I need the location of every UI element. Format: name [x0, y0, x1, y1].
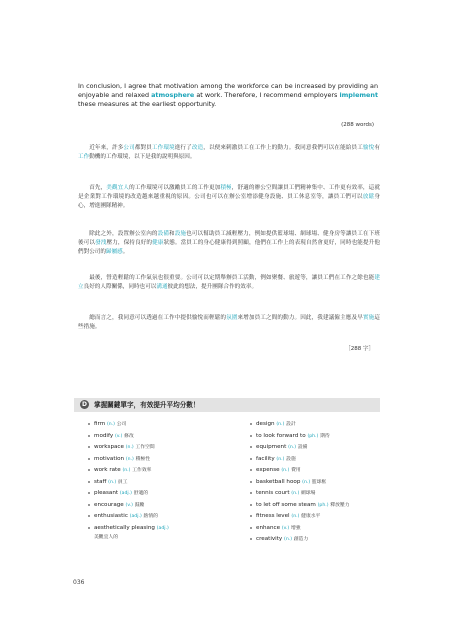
vocab-pos: (n.): [122, 468, 131, 473]
vocab-item: [250, 511, 390, 523]
zh-highlight: 改造: [191, 145, 204, 151]
zh-highlight: 氛圍: [226, 315, 238, 321]
vocab-pos: (v.): [281, 525, 290, 531]
vocab-list-right: [250, 419, 390, 546]
vocab-meaning: 增強: [291, 525, 301, 531]
english-highlight: implement: [339, 91, 378, 100]
vocab-item: [88, 431, 228, 443]
zh-highlight: 實施: [362, 315, 375, 321]
vocab-meaning: 網球場: [301, 491, 316, 496]
vocab-pos: (n.): [108, 479, 117, 485]
zh-highlight: 美觀宜人: [106, 185, 130, 191]
zh-text: 這些措施。: [78, 315, 380, 330]
zh-highlight: 工作: [78, 154, 90, 160]
vocab-word: pleasant: [94, 490, 119, 496]
vocab-meaning: 積極性: [135, 456, 151, 462]
english-text: at work. Therefore, I recommend employers: [194, 91, 340, 100]
vocab-meaning: 費用: [291, 468, 301, 473]
vocab-word: firm: [94, 421, 106, 427]
vocab-pos: (n.): [276, 422, 285, 427]
chinese-paragraph-2: [78, 184, 380, 211]
vocab-word: to look forward to: [256, 432, 306, 439]
zh-text: 和: [169, 231, 175, 237]
zh-highlight: 公司: [123, 145, 135, 151]
english-text: In conclusion, I agree that motivation among the workforce can be increased by providing an enjoyable and relaxed: [78, 82, 378, 100]
vocab-item: [250, 477, 390, 489]
vocab-meaning: 工作效率: [132, 468, 152, 473]
zh-highlight: 健康: [152, 240, 164, 246]
zh-text: 總而言之，我同意可以透過在工作中提供愉悅而輕鬆的: [89, 315, 227, 321]
section-badge-icon: D: [80, 400, 89, 409]
vocab-meaning: 創造力: [293, 537, 309, 542]
vocab-item: [88, 454, 228, 466]
zh-text: 良好的人際關係，同時也可以: [83, 284, 157, 290]
vocab-meaning: 設施: [286, 456, 296, 462]
zh-text: 。: [122, 249, 129, 255]
vocab-meaning: 鼓勵: [134, 502, 145, 508]
vocab-meaning: 釋放壓力: [330, 502, 350, 508]
vocab-pos: (ph.): [317, 502, 329, 508]
zh-highlight: 設備: [157, 231, 170, 237]
vocab-word: fitness level: [256, 513, 290, 519]
vocab-word: expense: [256, 467, 280, 473]
zh-text: 的工作環境可以激勵員工的工作更加: [129, 185, 221, 191]
vocab-pos: (n.): [288, 445, 297, 450]
zh-text: ，舒適的辦公空間讓員工們精神集中、工作更有效率，這就是企業對工作環境的改造越來越重視的原因。公司也可以在辦公室增添健身設施、員工休息室等，讓員工們可以: [78, 185, 380, 200]
vocab-meaning: 期待: [320, 433, 330, 439]
zh-text: 壓力，保持良好的: [106, 240, 153, 246]
vocab-item: [250, 488, 390, 500]
zh-highlight: 愉悅: [362, 145, 375, 151]
vocab-item: [88, 419, 228, 431]
vocab-pos: (v.): [114, 433, 123, 439]
vocab-item: [250, 523, 390, 535]
vocab-item: [88, 511, 228, 523]
vocab-pos: (n.): [302, 479, 311, 485]
vocab-meaning: 員工: [117, 479, 128, 485]
zh-text: 除此之外，設置辦公室內的: [89, 231, 158, 237]
vocab-section-title: 掌握關鍵單字，有效提升平均分數！: [94, 401, 200, 409]
vocab-meaning: 美觀宜人的: [94, 535, 118, 540]
vocab-meaning: 公司: [116, 422, 127, 427]
english-text: these measures at the earliest opportunity.: [78, 100, 217, 109]
chinese-paragraph-3: [78, 230, 380, 257]
vocab-pos: (n.): [281, 468, 290, 473]
vocab-word: workspace: [94, 444, 124, 450]
zh-highlight: 發洩: [95, 240, 107, 246]
vocab-list-left: [88, 419, 228, 541]
vocab-word: to let off some steam: [256, 501, 316, 508]
vocab-word: basketball hoop: [256, 478, 301, 485]
vocab-pos: (n.): [291, 514, 300, 519]
zh-highlight: 設施: [174, 231, 187, 237]
vocab-word: motivation: [94, 455, 125, 462]
vocab-meaning: 設備: [297, 445, 308, 450]
english-conclusion: [78, 82, 378, 110]
zh-text: 都對員: [134, 145, 152, 151]
vocab-item: [88, 488, 228, 500]
vocab-pos: (n.): [125, 456, 134, 462]
vocab-word: enhance: [256, 524, 281, 531]
english-highlight: atmosphere: [151, 91, 195, 100]
vocab-item: [88, 477, 228, 489]
chinese-word-count: ［288 字］: [345, 346, 374, 352]
vocab-word: design: [256, 421, 275, 427]
vocab-word: aesthetically pleasing: [94, 524, 155, 531]
vocab-meaning: 舒適的: [133, 491, 149, 496]
zh-text: 最後，營造輕鬆的工作氣氛也很重要。公司可以定期舉辦員工活動，例如聚餐、旅遊等，讓員工們在工作之餘也能: [89, 275, 375, 281]
vocab-pos: (adj.): [156, 525, 169, 531]
zh-text: 進行了: [174, 145, 192, 151]
vocab-word: creativity: [256, 536, 283, 542]
zh-text: 近年來，許多: [89, 145, 124, 151]
chinese-paragraph-4: [78, 274, 380, 292]
vocab-item: [88, 465, 228, 477]
chinese-paragraph-5: [78, 314, 380, 332]
zh-highlight: 工作環境: [151, 145, 175, 151]
vocab-meaning: 籃球框: [311, 479, 327, 485]
vocab-meaning: 熱情的: [143, 514, 158, 519]
vocab-word: modify: [94, 432, 114, 439]
vocab-pos: (n.): [291, 491, 300, 496]
zh-highlight: 積極: [220, 185, 232, 191]
zh-text: 身心，增進團隊精神。: [78, 194, 380, 209]
chinese-paragraph-1: [78, 144, 380, 162]
vocab-pos: (n.): [284, 537, 292, 542]
vocab-pos: (adj.): [119, 491, 132, 496]
vocab-word: work rate: [94, 467, 121, 473]
vocab-meaning: 健康水平: [301, 514, 321, 519]
zh-highlight: 歸屬感: [105, 249, 123, 255]
page-number: 036: [73, 579, 85, 586]
zh-highlight: 溝通: [156, 284, 168, 290]
vocab-word: enthusiastic: [94, 513, 128, 519]
vocab-pos: (v.): [125, 502, 133, 508]
vocab-meaning: 修改: [124, 433, 134, 439]
vocab-section-header: [74, 398, 380, 412]
vocab-item: [250, 419, 390, 431]
zh-text: ，以便來刺激員工在工作上的動力。我同意我們可以在能給員工: [203, 145, 363, 151]
zh-text: 狀態。當員工的身心健康得到照顧，他們在工作上的表現自然會更好，同時也能提升他們對公司的: [78, 240, 380, 255]
vocab-meaning: 工作空間: [135, 445, 155, 450]
zh-highlight: 放鬆: [362, 194, 375, 200]
vocab-item: [88, 523, 228, 542]
vocab-pos: (n.): [125, 445, 134, 450]
vocab-item: [250, 465, 390, 477]
vocab-pos: (n.): [106, 422, 115, 427]
vocab-item: [250, 431, 390, 443]
vocab-word: equipment: [256, 444, 287, 450]
vocab-item: [88, 500, 228, 512]
vocab-pos: (ph.): [307, 433, 319, 439]
zh-text: 有: [374, 145, 380, 151]
vocab-item: [250, 454, 390, 466]
vocab-word: facility: [256, 455, 275, 462]
zh-text: 來增加員工之間的動力。因此，我建議僱主應及早: [237, 315, 363, 321]
vocab-item: [250, 534, 390, 546]
zh-text: 首先，: [89, 185, 107, 191]
zh-text: 彼此的想法，提升團隊合作的效率。: [167, 284, 258, 290]
zh-text: 動機的工作環境，以下是我的說明與原因。: [89, 154, 196, 160]
vocab-meaning: 設計: [286, 422, 296, 427]
vocab-pos: (adj.): [129, 514, 142, 519]
zh-text: 也可以幫助員工減輕壓力，例如提供籃球場、網球場、健身房等讓員工在下班後可以: [78, 231, 380, 246]
vocab-item: [250, 442, 390, 454]
vocab-pos: (n.): [276, 456, 285, 462]
zh-highlight: 建立: [78, 275, 380, 290]
vocab-item: [88, 442, 228, 454]
english-word-count: (288 words): [341, 122, 374, 128]
vocab-word: encourage: [94, 501, 124, 508]
vocab-word: tennis court: [256, 490, 290, 496]
vocab-item: [250, 500, 390, 512]
vocab-word: staff: [94, 478, 107, 485]
